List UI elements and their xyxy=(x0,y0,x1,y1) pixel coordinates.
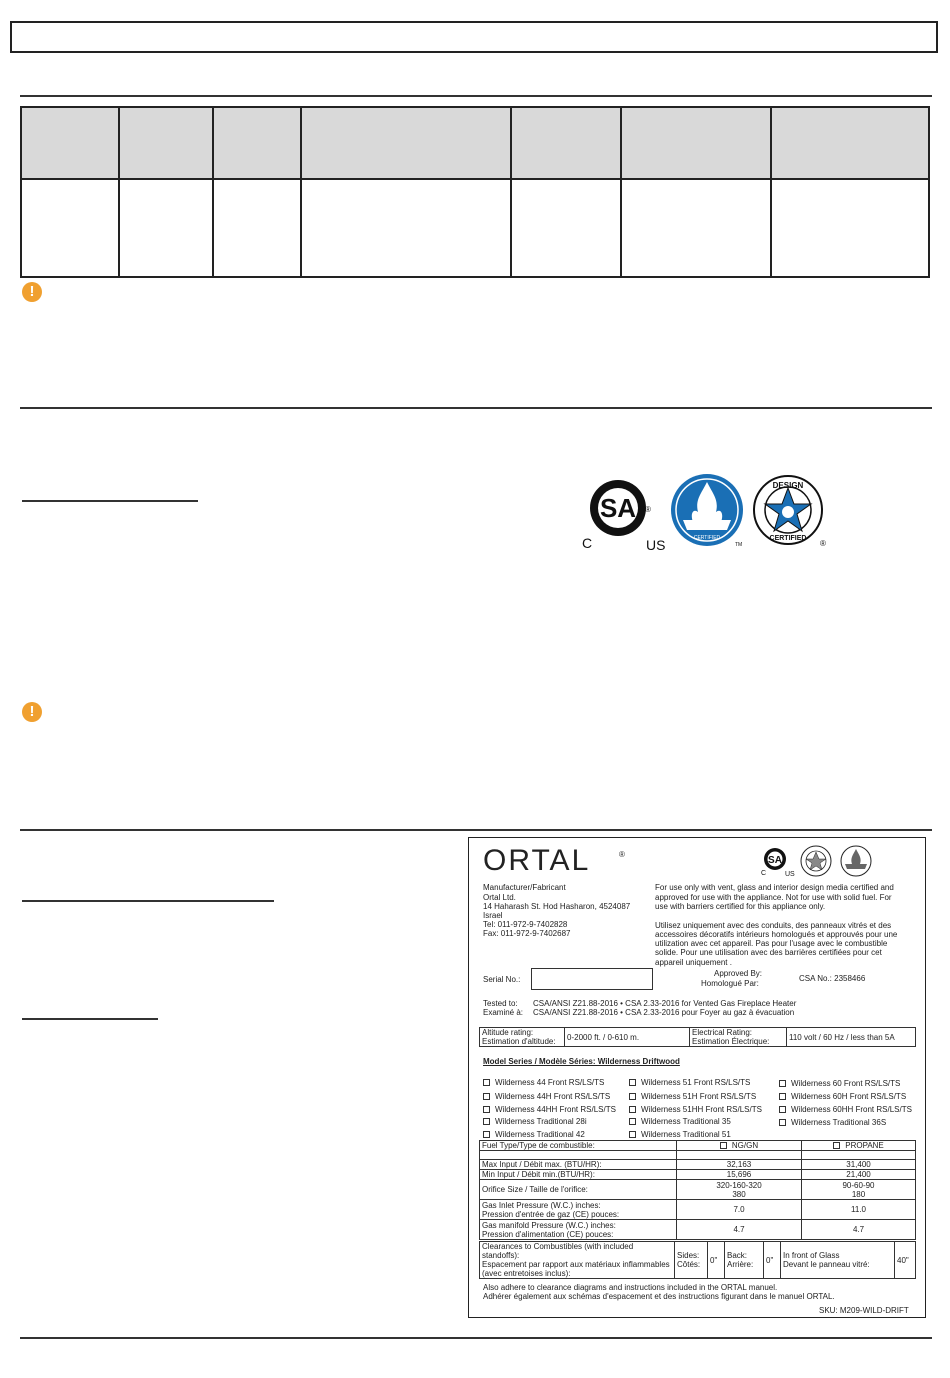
svg-text:DESIGN: DESIGN xyxy=(772,481,804,490)
blue-flame-seal-logo xyxy=(671,474,743,548)
checkbox-icon xyxy=(629,1106,636,1113)
checkbox-icon xyxy=(629,1093,636,1100)
min-input-ng: 15,696 xyxy=(677,1170,802,1180)
section-divider xyxy=(20,95,932,97)
usage-text: approved for use with the appliance. Not for use with solid fuel. For xyxy=(655,893,892,902)
min-input-propane: 21,400 xyxy=(802,1170,916,1180)
usage-text: appareil uniquement . xyxy=(655,958,732,967)
csa-number: CSA No.: 2358466 xyxy=(799,974,866,983)
svg-text:CERTIFIED: CERTIFIED xyxy=(693,535,721,541)
section-divider xyxy=(20,1337,932,1339)
certification-logos xyxy=(580,474,832,554)
checkbox-icon xyxy=(779,1080,786,1087)
model-option: Wilderness 60 Front RS/LS/TS xyxy=(779,1079,900,1089)
tested-label: Tested to: xyxy=(483,999,518,1008)
svg-text:C: C xyxy=(582,535,593,551)
checkbox-icon xyxy=(779,1093,786,1100)
design-certified-star-logo xyxy=(754,476,826,548)
sides-value: 0" xyxy=(708,1242,725,1279)
checkbox-icon xyxy=(483,1131,490,1138)
fuel-propane-header: PROPANE xyxy=(802,1141,916,1151)
max-input-propane: 31,400 xyxy=(802,1160,916,1170)
serial-label: Serial No.: xyxy=(483,975,521,984)
spec-table xyxy=(20,106,930,278)
table-cell xyxy=(213,179,301,277)
table-header-cell xyxy=(771,107,929,179)
heading-underline xyxy=(22,900,274,902)
model-option: Wilderness 44HH Front RS/LS/TS xyxy=(483,1105,616,1115)
model-option: Wilderness 44H Front RS/LS/TS xyxy=(483,1092,610,1102)
manifold-pressure-label: Gas manifold Pressure (W.C.) inches: Pression d'alimentation (CE) pouces: xyxy=(480,1220,677,1240)
model-option: Wilderness 51HH Front RS/LS/TS xyxy=(629,1105,762,1115)
clearances-table xyxy=(479,1241,916,1279)
usage-text: use with barriers certified for this appliance only. xyxy=(655,902,826,911)
ortal-logo: ORTAL xyxy=(483,844,591,877)
max-input-ng: 32,163 xyxy=(677,1160,802,1170)
footer-note-en: Also adhere to clearance diagrams and instructions included in the ORTAL manuel. xyxy=(483,1283,778,1292)
max-input-label: Max Input / Débit max. (BTU/HR): xyxy=(480,1160,677,1170)
orifice-propane: 90-60-90 180 xyxy=(802,1180,916,1200)
min-input-label: Min Input / Débit min.(BTU/HR): xyxy=(480,1170,677,1180)
inlet-pressure-label: Gas Inlet Pressure (W.C.) inches: Pression d'entrée de gaz (CE) pouces: xyxy=(480,1200,677,1220)
svg-text:®: ® xyxy=(820,539,826,548)
checkbox-icon xyxy=(779,1106,786,1113)
table-cell xyxy=(802,1151,916,1160)
model-option: Wilderness Traditional 51 xyxy=(629,1130,731,1140)
back-value: 0" xyxy=(764,1242,781,1279)
table-cell xyxy=(621,179,771,277)
serial-field xyxy=(531,968,653,990)
electrical-value-cell: 110 volt / 60 Hz / less than 5A xyxy=(787,1028,916,1047)
checkbox-icon xyxy=(483,1106,490,1113)
checkbox-icon xyxy=(629,1131,636,1138)
manufacturer-line: Fax: 011-972-9-7402687 xyxy=(483,929,571,938)
table-header-cell xyxy=(21,107,119,179)
heading-underline xyxy=(22,1018,158,1020)
section-divider xyxy=(20,829,932,831)
csa-logo xyxy=(582,480,665,553)
examined-label: Examiné à: xyxy=(483,1008,524,1017)
model-option: Wilderness 51H Front RS/LS/TS xyxy=(629,1092,756,1102)
front-label: In front of Glass Devant le panneau vitré: xyxy=(781,1242,895,1279)
section-divider xyxy=(20,407,932,409)
registered-mark: ® xyxy=(619,850,625,859)
usage-text: accessoires décoratifs intérieurs homologués et approuvés pour une xyxy=(655,930,898,939)
model-series: Model Series / Modèle Séries: Wilderness Driftwood xyxy=(483,1057,680,1066)
svg-text:US: US xyxy=(646,537,666,553)
sides-label: Sides: Côtés: xyxy=(675,1242,708,1279)
manufacturer-line: Tel: 011-972-9-7402828 xyxy=(483,920,568,929)
warning-icon: ! xyxy=(22,282,42,302)
table-header-cell xyxy=(301,107,511,179)
table-cell xyxy=(771,179,929,277)
altitude-label-cell: Altitude rating: Estimation d'altitude: xyxy=(480,1028,565,1047)
electrical-label-cell: Electrical Rating: Estimation Électrique: xyxy=(690,1028,787,1047)
svg-text:SA: SA xyxy=(599,493,637,523)
header-box xyxy=(10,21,938,53)
checkbox-icon xyxy=(483,1093,490,1100)
table-cell xyxy=(301,179,511,277)
model-option: Wilderness Traditional 42 xyxy=(483,1130,585,1140)
manufacturer-line: 14 Haharash St. Hod Hasharon, 4524087 xyxy=(483,902,631,911)
checkbox-icon xyxy=(483,1079,490,1086)
checkbox-icon xyxy=(833,1142,840,1149)
checkbox-icon xyxy=(629,1079,636,1086)
clearances-label: Clearances to Combustibles (with included standoffs): Espacement par rapport aux matériaux inflammables (avec entretoises inclus): xyxy=(480,1242,675,1279)
model-option: Wilderness 44 Front RS/LS/TS xyxy=(483,1078,604,1088)
usage-text: Utilisez uniquement avec des conduits, des panneaux vitrés et des xyxy=(655,921,892,930)
model-option: Wilderness Traditional 35 xyxy=(629,1117,731,1127)
inlet-pressure-propane: 11.0 xyxy=(802,1200,916,1220)
approved-by: Approved By: xyxy=(714,969,763,978)
sku: SKU: M209-WILD-DRIFT xyxy=(819,1306,909,1315)
svg-text:SA: SA xyxy=(768,855,782,866)
homologue-par: Homologué Par: xyxy=(701,979,759,988)
checkbox-icon xyxy=(720,1142,727,1149)
table-cell xyxy=(480,1151,677,1160)
orifice-label: Orifice Size / Taille de l'orifice: xyxy=(480,1180,677,1200)
model-option: Wilderness Traditional 36S xyxy=(779,1118,886,1128)
table-cell xyxy=(677,1151,802,1160)
usage-text: solide. Pour une utilisation avec des barrières certifiées pour cet xyxy=(655,948,882,957)
orifice-ng: 320-160-320 380 xyxy=(677,1180,802,1200)
altitude-value-cell: 0-2000 ft. / 0-610 m. xyxy=(565,1028,690,1047)
model-option: Wilderness 60H Front RS/LS/TS xyxy=(779,1092,906,1102)
table-header-cell xyxy=(621,107,771,179)
model-option: Wilderness 51 Front RS/LS/TS xyxy=(629,1078,750,1088)
manufacturer-line: Israel xyxy=(483,911,503,920)
fuel-type-label: Fuel Type/Type de combustible: xyxy=(480,1141,677,1151)
table-header-cell xyxy=(511,107,621,179)
svg-text:C: C xyxy=(761,870,767,877)
tested-value: CSA/ANSI Z21.88-2016 • CSA 2.33-2016 for Vented Gas Fireplace Heater xyxy=(533,999,797,1008)
usage-text: utilization avec cet appareil. Pas pour l'usage avec le combustible xyxy=(655,939,888,948)
examined-value: CSA/ANSI Z21.88-2016 • CSA 2.33-2016 pour Foyer au gaz à évacuation xyxy=(533,1008,795,1017)
footer-note-fr: Adhérer également aux schémas d'espacement et des instructions figurant dans le manuel ORTAL. xyxy=(483,1292,835,1301)
table-header-cell xyxy=(213,107,301,179)
fuel-spec-table xyxy=(479,1140,916,1240)
usage-text: For use only with vent, glass and interior design media certified and xyxy=(655,883,894,892)
warning-icon: ! xyxy=(22,702,42,722)
checkbox-icon xyxy=(483,1118,490,1125)
inlet-pressure-ng: 7.0 xyxy=(677,1200,802,1220)
front-value: 40" xyxy=(895,1242,916,1279)
table-header-cell xyxy=(119,107,213,179)
manufacturer-line: Manufacturer/Fabricant xyxy=(483,883,566,892)
svg-text:US: US xyxy=(785,871,795,878)
fuel-ng-header: NG/GN xyxy=(677,1141,802,1151)
table-cell xyxy=(511,179,621,277)
manifold-pressure-ng: 4.7 xyxy=(677,1220,802,1240)
checkbox-icon xyxy=(779,1119,786,1126)
rating-plate xyxy=(468,837,926,1318)
table-cell xyxy=(119,179,213,277)
svg-text:CERTIFIED: CERTIFIED xyxy=(769,535,807,542)
ratings-table xyxy=(479,1027,916,1047)
back-label: Back: Arrière: xyxy=(725,1242,764,1279)
model-option: Wilderness Traditional 28i xyxy=(483,1117,587,1127)
model-option: Wilderness 60HH Front RS/LS/TS xyxy=(779,1105,912,1115)
checkbox-icon xyxy=(629,1118,636,1125)
manufacturer-line: Ortal Ltd. xyxy=(483,893,516,902)
manifold-pressure-propane: 4.7 xyxy=(802,1220,916,1240)
table-cell xyxy=(21,179,119,277)
heading-underline xyxy=(22,500,198,502)
small-certification-logos xyxy=(761,844,879,878)
svg-text:®: ® xyxy=(645,505,651,514)
svg-text:TM: TM xyxy=(735,542,743,548)
